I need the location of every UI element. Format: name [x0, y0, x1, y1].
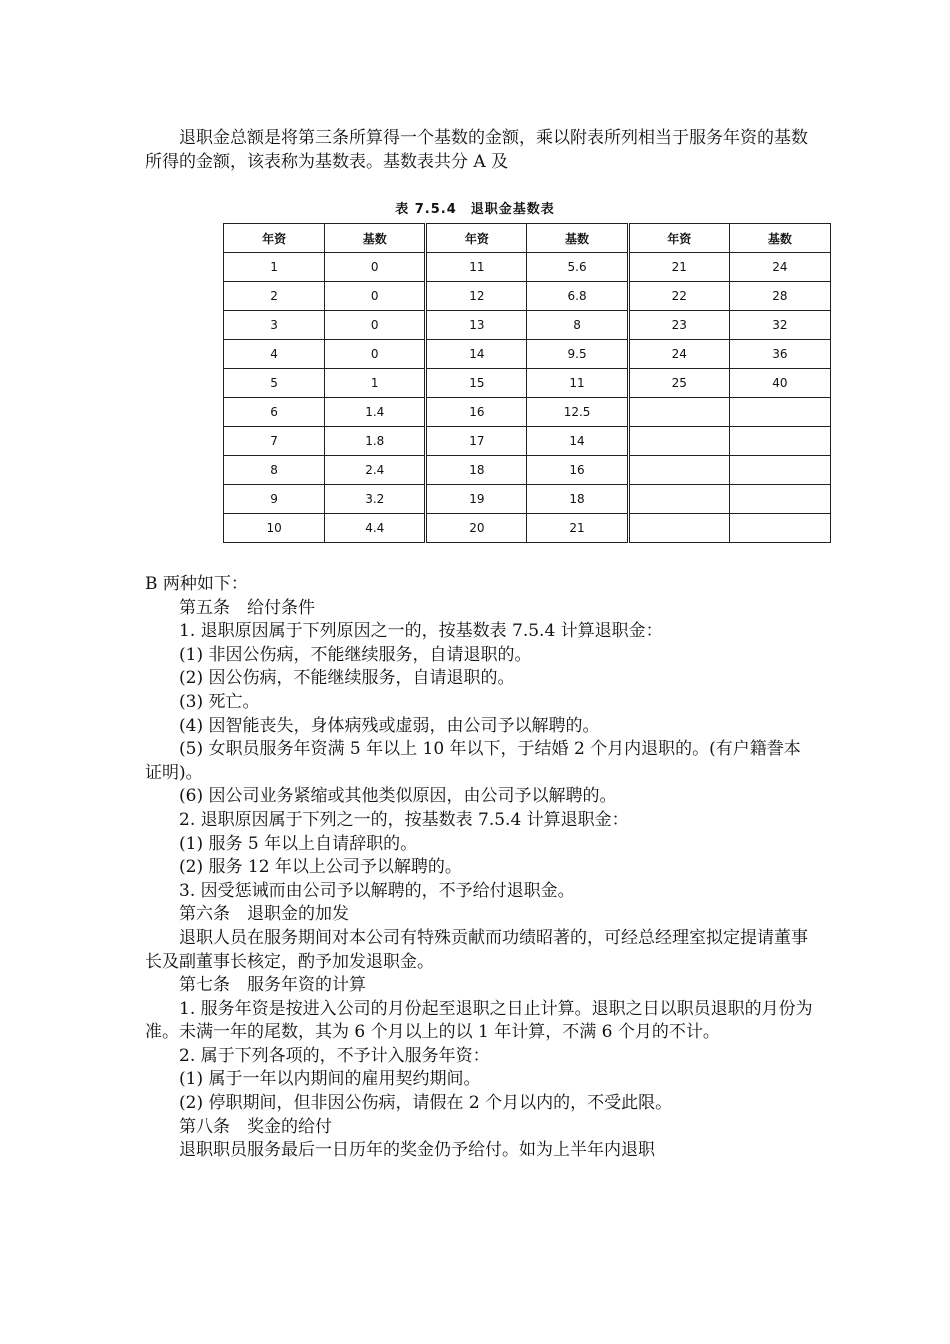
basis-cell: 9.5 [527, 340, 628, 369]
basis-cell: 18 [527, 485, 628, 514]
table-caption: 表 7.5.4 退职金基数表 [395, 202, 555, 217]
text-line: (4) 因智能丧失，身体病残或虚弱，由公司予以解聘的。 [179, 715, 600, 736]
header-basis-1: 基数 [325, 224, 426, 253]
basis-cell: 5.6 [527, 253, 628, 282]
table-header-row [224, 224, 831, 253]
basis-table [223, 223, 831, 543]
basis-cell: 1.8 [325, 427, 426, 456]
basis-cell: 28 [729, 282, 830, 311]
years-cell: 5 [224, 369, 325, 398]
text-line: (2) 停职期间，但非因公伤病，请假在 2 个月以内的，不受此限。 [179, 1093, 673, 1114]
years-cell: 22 [628, 282, 729, 311]
basis-cell [729, 485, 830, 514]
basis-cell: 0 [325, 253, 426, 282]
text-line: (5) 女职员服务年资满 5 年以上 10 年以下，于结婚 2 个月内退职的。(有户籍誊本证明)。 [145, 739, 801, 783]
years-cell: 3 [224, 311, 325, 340]
header-years-1: 年资 [224, 224, 325, 253]
years-cell: 15 [426, 369, 527, 398]
text-line: B 两种如下： [145, 574, 248, 594]
basis-cell: 0 [325, 311, 426, 340]
table-row [224, 514, 831, 543]
text-line: 第六条 退职金的加发 [179, 904, 349, 925]
text-line: 退职职员服务最后一日历年的奖金仍予给付。如为上半年内退职 [179, 1140, 655, 1161]
years-cell [628, 485, 729, 514]
table-row [224, 282, 831, 311]
basis-cell: 40 [729, 369, 830, 398]
years-cell [628, 398, 729, 427]
basis-cell: 14 [527, 427, 628, 456]
basis-cell: 21 [527, 514, 628, 543]
years-cell: 9 [224, 485, 325, 514]
text-line: (3) 死亡。 [179, 691, 260, 712]
basis-cell: 24 [729, 253, 830, 282]
table-row [224, 253, 831, 282]
text-line: 退职人员在服务期间对本公司有特殊贡献而功绩昭著的，可经总经理室拟定提请董事长及副董事长核定，酌予加发退职金。 [145, 927, 808, 972]
years-cell: 14 [426, 340, 527, 369]
text-line: (2) 因公伤病，不能继续服务，自请退职的。 [179, 668, 515, 689]
years-cell: 2 [224, 282, 325, 311]
basis-cell [729, 514, 830, 543]
years-cell: 6 [224, 398, 325, 427]
basis-cell: 1 [325, 369, 426, 398]
text-line: 1. 服务年资是按进入公司的月份起至退职之日止计算。退职之日以职员退职的月份为准。未满一年的尾数，其为 6 个月以上的以 1 年计算，不满 6 个月的不计。 [145, 998, 813, 1043]
table-row [224, 311, 831, 340]
basis-cell: 8 [527, 311, 628, 340]
basis-cell: 16 [527, 456, 628, 485]
years-cell: 12 [426, 282, 527, 311]
years-cell: 16 [426, 398, 527, 427]
text-line: (2) 服务 12 年以上公司予以解聘的。 [179, 857, 462, 878]
years-cell [628, 456, 729, 485]
table-row [224, 340, 831, 369]
table-row [224, 456, 831, 485]
text-line: 3. 因受惩诫而由公司予以解聘的，不予给付退职金。 [179, 880, 575, 901]
years-cell: 19 [426, 485, 527, 514]
text-line: (1) 服务 5 年以上自请辞职的。 [179, 833, 418, 854]
basis-cell [729, 398, 830, 427]
years-cell: 20 [426, 514, 527, 543]
table-row [224, 369, 831, 398]
years-cell: 18 [426, 456, 527, 485]
text-line: (1) 非因公伤病，不能继续服务，自请退职的。 [179, 644, 532, 665]
header-years-3: 年资 [628, 224, 729, 253]
basis-cell: 6.8 [527, 282, 628, 311]
basis-cell [729, 456, 830, 485]
text-line: 第五条 给付条件 [179, 597, 315, 618]
basis-cell: 0 [325, 340, 426, 369]
years-cell: 7 [224, 427, 325, 456]
basis-cell: 12.5 [527, 398, 628, 427]
years-cell: 13 [426, 311, 527, 340]
years-cell [628, 514, 729, 543]
years-cell: 4 [224, 340, 325, 369]
table-row [224, 427, 831, 456]
text-line: 第八条 奖金的给付 [179, 1116, 332, 1137]
years-cell: 10 [224, 514, 325, 543]
years-cell: 23 [628, 311, 729, 340]
basis-cell: 1.4 [325, 398, 426, 427]
header-basis-2: 基数 [527, 224, 628, 253]
years-cell: 24 [628, 340, 729, 369]
years-cell: 8 [224, 456, 325, 485]
basis-table-container [223, 223, 831, 539]
basis-cell: 4.4 [325, 514, 426, 543]
header-years-2: 年资 [426, 224, 527, 253]
text-line: (6) 因公司业务紧缩或其他类似原因，由公司予以解聘的。 [179, 786, 617, 807]
header-basis-3: 基数 [729, 224, 830, 253]
basis-cell [729, 427, 830, 456]
text-line: 2. 属于下列各项的，不予计入服务年资： [179, 1045, 490, 1066]
years-cell: 17 [426, 427, 527, 456]
years-cell: 21 [628, 253, 729, 282]
years-cell: 11 [426, 253, 527, 282]
basis-cell: 32 [729, 311, 830, 340]
intro-paragraph: 退职金总额是将第三条所算得一个基数的金额，乘以附表所列相当于服务年资的基数所得的金额，该表称为基数表。基数表共分 A 及 [145, 128, 808, 172]
basis-cell: 11 [527, 369, 628, 398]
basis-cell: 36 [729, 340, 830, 369]
basis-cell: 0 [325, 282, 426, 311]
basis-cell: 3.2 [325, 485, 426, 514]
text-line: (1) 属于一年以内期间的雇用契约期间。 [179, 1069, 481, 1090]
table-row [224, 485, 831, 514]
text-line: 第七条 服务年资的计算 [179, 975, 366, 996]
table-row [224, 398, 831, 427]
body-text [145, 573, 815, 1163]
text-line: 2. 退职原因属于下列之一的，按基数表 7.5.4 计算退职金： [179, 809, 629, 830]
text-line: 1. 退职原因属于下列原因之一的，按基数表 7.5.4 计算退职金： [179, 621, 663, 642]
years-cell: 25 [628, 369, 729, 398]
basis-cell: 2.4 [325, 456, 426, 485]
years-cell: 1 [224, 253, 325, 282]
years-cell [628, 427, 729, 456]
